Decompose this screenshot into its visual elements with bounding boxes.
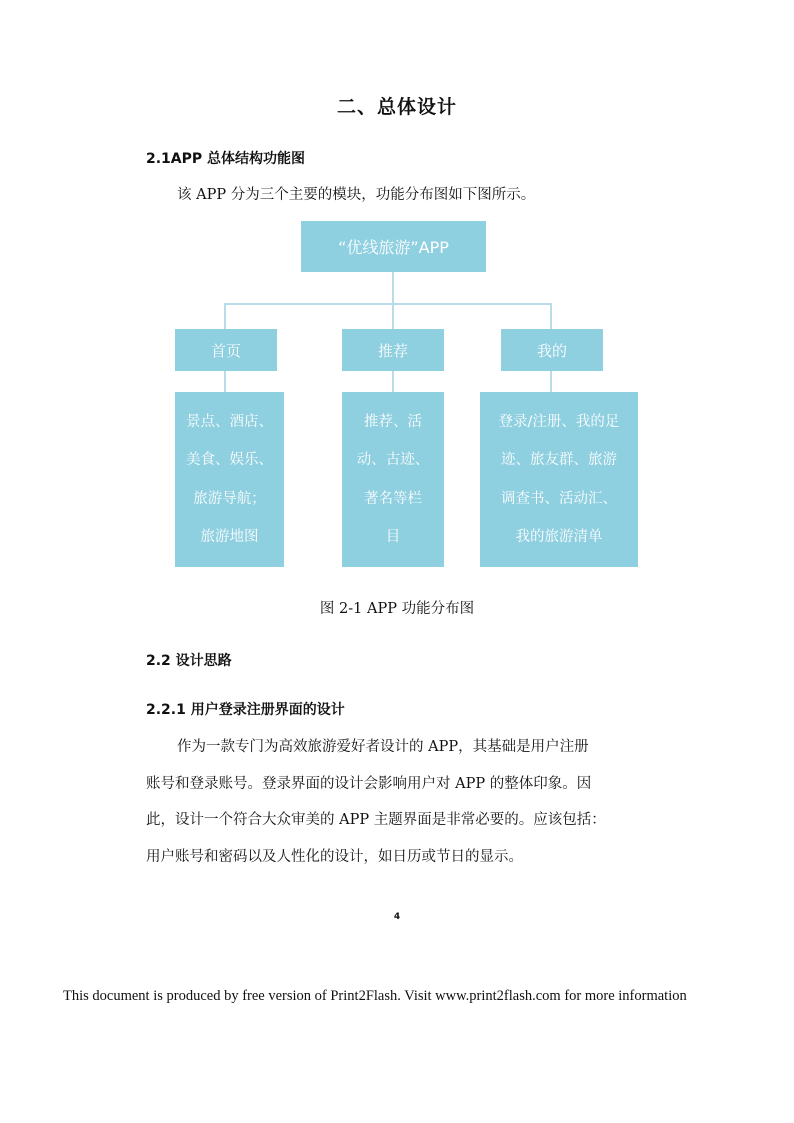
leaf-line: 动、古迹、 <box>356 452 430 468</box>
paragraph-line: 作为一款专门为高效旅游爱好者设计的 APP，其基础是用户注册 <box>177 739 589 755</box>
leaf-line: 登录/注册、我的足 <box>498 413 620 430</box>
page-number: 4 <box>393 912 401 922</box>
connector-to-recommend <box>392 303 394 329</box>
leaf-box-recommend <box>342 392 444 567</box>
connector-recommend-leaf <box>392 371 394 392</box>
leaf-line: 旅游地图 <box>200 529 259 545</box>
connector-root-down <box>392 272 394 304</box>
connector-mine-leaf <box>550 371 552 392</box>
section-heading-2-1: 2.1APP 总体结构功能图 <box>146 151 306 167</box>
section-heading-2-2: 2.2 设计思路 <box>146 653 232 669</box>
leaf-line: 目 <box>385 529 401 545</box>
paragraph-line: 此，设计一个符合大众审美的 APP 主题界面是非常必要的。应该包括： <box>146 812 606 828</box>
connector-home-leaf <box>224 371 226 392</box>
module-box-mine: 我的 <box>501 329 603 371</box>
leaf-line: 美食、娱乐、 <box>186 452 273 468</box>
leaf-line: 景点、酒店、 <box>186 413 273 430</box>
leaf-box-home <box>175 392 284 567</box>
figure-caption: 图 2-1 APP 功能分布图 <box>319 601 475 617</box>
leaf-box-mine <box>480 392 638 567</box>
module-box-home: 首页 <box>175 329 277 371</box>
chapter-title: 二、总体设计 <box>336 96 457 118</box>
leaf-line: 调查书、活动汇、 <box>501 490 617 507</box>
module-box-recommend: 推荐 <box>342 329 444 371</box>
leaf-line: 迹、旅友群、旅游 <box>501 452 617 468</box>
connector-to-mine <box>550 303 552 329</box>
body-paragraph <box>146 729 666 875</box>
paragraph-line: 账号和登录账号。登录界面的设计会影响用户对 APP 的整体印象。因 <box>146 775 592 792</box>
connector-to-home <box>224 303 226 329</box>
intro-line: 该 APP 分为三个主要的模块，功能分布图如下图所示。 <box>177 187 536 203</box>
leaf-line: 著名等栏 <box>364 490 422 507</box>
footer-notice: This document is produced by free version of Print2Flash. Visit www.print2flash.com for more information <box>63 988 687 1004</box>
leaf-line: 推荐、活 <box>364 413 422 430</box>
section-heading-2-2-1: 2.2.1 用户登录注册界面的设计 <box>146 702 345 718</box>
leaf-line: 旅游导航； <box>193 490 266 507</box>
diagram-root-box: “优线旅游”APP <box>301 221 486 272</box>
leaf-line: 我的旅游清单 <box>515 529 603 545</box>
section-intro-paragraph <box>146 177 666 214</box>
connector-horizontal <box>224 303 552 305</box>
paragraph-line: 用户账号和密码以及人性化的设计，如日历或节日的显示。 <box>146 848 523 865</box>
